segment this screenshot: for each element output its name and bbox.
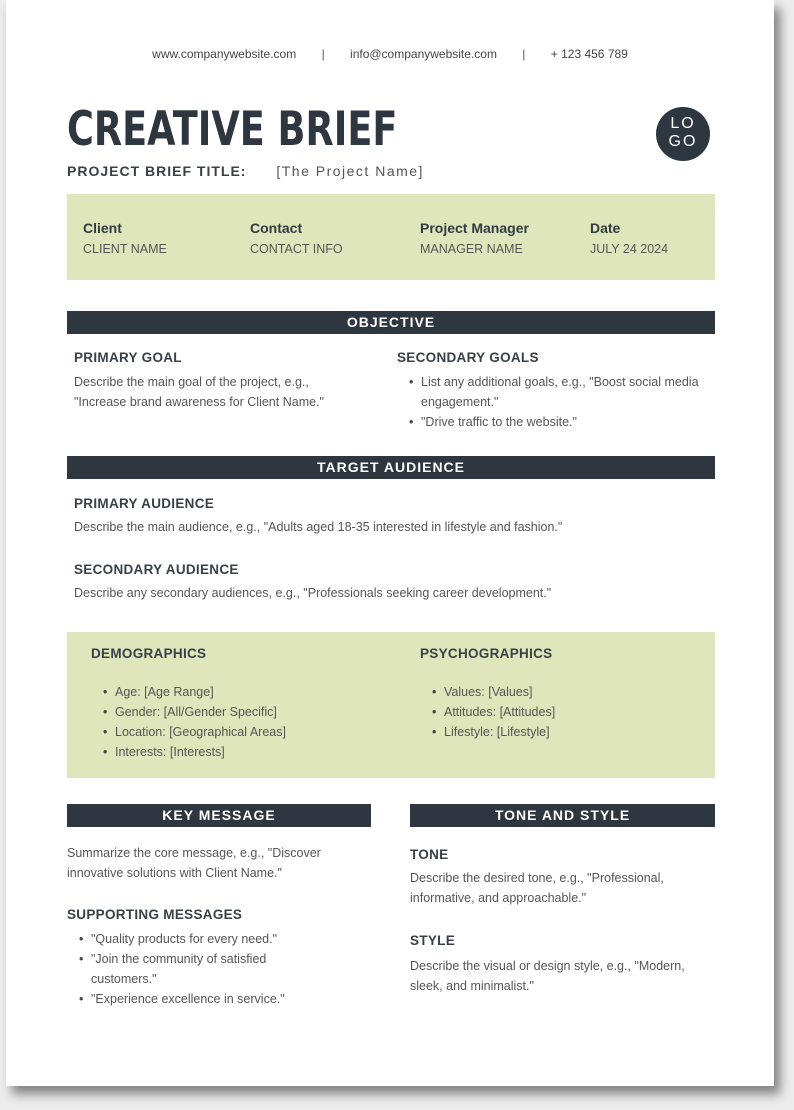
project-brief-title-row: [67, 163, 424, 179]
info-date: [590, 220, 668, 256]
separator: |: [522, 47, 526, 61]
style-text: Describe the visual or design style, e.g., "Modern, sleek, and minimalist.": [410, 959, 685, 993]
primary-goal-line: "Increase brand awareness for Client Name.": [74, 395, 324, 409]
contact-bar: [6, 47, 774, 61]
info-heading: Contact: [250, 220, 303, 236]
logo-line-2: GO: [668, 133, 698, 150]
info-value: CLIENT NAME: [83, 242, 167, 256]
style-heading: STYLE: [410, 933, 456, 948]
secondary-audience-text: Describe any secondary audiences, e.g., "Professionals seeking career development.": [74, 586, 552, 600]
list-item: • Location: [Geographical Areas]: [101, 722, 381, 742]
separator: |: [321, 47, 325, 61]
primary-audience-heading: PRIMARY AUDIENCE: [74, 496, 215, 511]
tone-heading: TONE: [410, 847, 449, 862]
primary-audience-text: Describe the main audience, e.g., "Adults aged 18-35 interested in lifestyle and fashion.": [74, 520, 563, 534]
psychographics-heading: PSYCHOGRAPHICS: [420, 646, 553, 661]
audience-details-box: [67, 632, 715, 778]
website-link[interactable]: www.companywebsite.com: [152, 47, 297, 61]
tone-and-style-section-header: TONE AND STYLE: [410, 804, 715, 827]
list-item: • List any additional goals, e.g., "Boost social media engagement.": [407, 372, 712, 412]
key-message-text: Summarize the core message, e.g., "Discover innovative solutions with Client Name.": [67, 846, 321, 880]
project-brief-label: PROJECT BRIEF TITLE:: [67, 163, 247, 179]
email-link[interactable]: info@companywebsite.com: [350, 47, 497, 61]
supporting-messages-heading: SUPPORTING MESSAGES: [67, 907, 243, 922]
info-contact: [250, 220, 343, 256]
objective-section-header: OBJECTIVE: [67, 311, 715, 334]
list-item: • Lifestyle: [Lifestyle]: [430, 722, 700, 742]
info-value: CONTACT INFO: [250, 242, 343, 256]
list-item: • Age: [Age Range]: [101, 682, 381, 702]
document-title: CREATIVE BRIEF: [67, 102, 398, 157]
info-project-manager: [420, 220, 529, 256]
project-name: [The Project Name]: [276, 163, 424, 179]
demographics-list: [101, 682, 381, 762]
list-item: • "Experience excellence in service.": [77, 989, 317, 1009]
info-heading: Client: [83, 220, 122, 236]
phone-number: + 123 456 789: [550, 47, 628, 61]
primary-goal-text: [74, 372, 384, 412]
primary-goal-heading: PRIMARY GOAL: [74, 350, 182, 365]
logo-placeholder: [656, 107, 710, 161]
info-heading: Project Manager: [420, 220, 529, 236]
list-item: • "Join the community of satisfied customers.": [77, 949, 317, 989]
info-client: [83, 220, 167, 256]
secondary-goals-heading: SECONDARY GOALS: [397, 350, 539, 365]
list-item: • Interests: [Interests]: [101, 742, 381, 762]
list-item: • "Quality products for every need.": [77, 929, 317, 949]
logo-line-1: LO: [670, 115, 696, 132]
secondary-goals-list: [407, 372, 712, 432]
info-value: MANAGER NAME: [420, 242, 523, 256]
psychographics-list: [430, 682, 700, 742]
document-page: [6, 0, 774, 1086]
list-item: • "Drive traffic to the website.": [407, 412, 712, 432]
primary-goal-line: Describe the main goal of the project, e.g.,: [74, 375, 309, 389]
list-item: • Gender: [All/Gender Specific]: [101, 702, 381, 722]
info-heading: Date: [590, 220, 621, 236]
tone-text: Describe the desired tone, e.g., "Professional, informative, and approachable.": [410, 871, 664, 905]
key-message-section-header: KEY MESSAGE: [67, 804, 371, 827]
info-value: JULY 24 2024: [590, 242, 669, 256]
supporting-messages-list: [77, 929, 317, 1009]
list-item: • Values: [Values]: [430, 682, 700, 702]
demographics-heading: DEMOGRAPHICS: [91, 646, 207, 661]
project-info-box: [67, 194, 715, 280]
target-audience-section-header: TARGET AUDIENCE: [67, 456, 715, 479]
secondary-audience-heading: SECONDARY AUDIENCE: [74, 562, 239, 577]
list-item: • Attitudes: [Attitudes]: [430, 702, 700, 722]
